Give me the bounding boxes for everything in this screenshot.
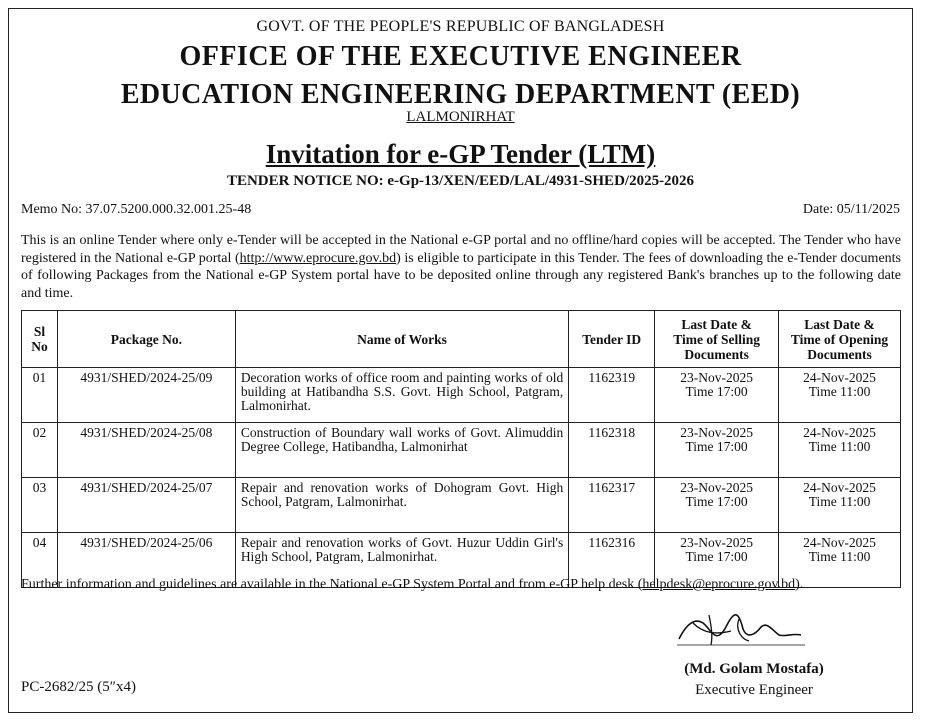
- cell-selling: 23-Nov-2025 Time 17:00: [655, 478, 779, 533]
- further-close: ).: [795, 577, 804, 592]
- table-row: [22, 423, 901, 478]
- helpdesk-email-link[interactable]: helpdesk@eprocure.gov.bd: [642, 577, 796, 592]
- cell-sl: 01: [22, 368, 58, 423]
- department-heading: EDUCATION ENGINEERING DEPARTMENT (EED): [120, 79, 801, 110]
- col-header-sl: Sl No: [22, 311, 58, 368]
- cell-sl: 02: [22, 423, 58, 478]
- cell-opening: 24-Nov-2025 Time 11:00: [779, 478, 901, 533]
- cell-package: 4931/SHED/2024-25/06: [57, 533, 235, 588]
- cell-selling: 23-Nov-2025 Time 17:00: [655, 533, 779, 588]
- col-header-selling: Last Date & Time of Selling Documents: [655, 311, 779, 368]
- cell-tender-id: 1162318: [569, 423, 655, 478]
- intro-text-2: ) is eligible to participate in this Tender. The fees of downloading the e-Tender documents of following Packages from the National e-GP System portal have to be deposited online through any registered Bank's branches up to the following date and time.: [21, 250, 902, 301]
- cell-works: Repair and renovation works of Govt. Huzur Uddin Girl's High School, Patgram, Lalmonirhat.: [235, 533, 568, 588]
- cell-package: 4931/SHED/2024-25/09: [57, 368, 235, 423]
- cell-tender-id: 1162319: [569, 368, 655, 423]
- cell-package: 4931/SHED/2024-25/07: [57, 478, 235, 533]
- cell-selling: 23-Nov-2025 Time 17:00: [655, 368, 779, 423]
- cell-works: Repair and renovation works of Dohogram Govt. High School, Patgram, Lalmonirhat.: [235, 478, 568, 533]
- tender-notice-number: TENDER NOTICE NO: e-Gp-13/XEN/EED/LAL/4931-SHED/2025-2026: [226, 173, 695, 189]
- govt-heading: GOVT. OF THE PEOPLE'S REPUBLIC OF BANGLADESH: [256, 18, 665, 35]
- col-header-works: Name of Works: [235, 311, 568, 368]
- col-header-package: Package No.: [57, 311, 235, 368]
- location-heading: [9, 109, 912, 126]
- invitation-title: [9, 139, 912, 170]
- cell-works: Decoration works of office room and painting works of old building at Hatibandha S.S. Govt. High School, Patgram, Lalmonirhat.: [235, 368, 568, 423]
- cell-opening: 24-Nov-2025 Time 11:00: [779, 423, 901, 478]
- cell-works: Construction of Boundary wall works of Govt. Alimuddin Degree College, Hatibandha, Lalmonirhat: [235, 423, 568, 478]
- cell-sl: 03: [22, 478, 58, 533]
- intro-paragraph: [21, 232, 901, 302]
- pc-code: PC-2682/25 (5″x4): [21, 679, 136, 695]
- signature-image: [669, 605, 809, 653]
- notice-date: Date: 05/11/2025: [802, 202, 900, 217]
- signer-designation: Executive Engineer: [695, 682, 813, 698]
- cell-package: 4931/SHED/2024-25/08: [57, 423, 235, 478]
- col-header-tender-id: Tender ID: [569, 311, 655, 368]
- tender-table: [21, 310, 901, 588]
- cell-sl: 04: [22, 533, 58, 588]
- table-header-row: [22, 311, 901, 368]
- further-info: [21, 577, 803, 593]
- cell-selling: 23-Nov-2025 Time 17:00: [655, 423, 779, 478]
- office-heading: OFFICE OF THE EXECUTIVE ENGINEER: [179, 41, 742, 72]
- cell-tender-id: 1162316: [569, 533, 655, 588]
- intro-text-1: This is an online Tender where only e-Tender will be accepted in the National e-GP portal and no offline/hard copies will be accepted. The Tender who have registered in the National e-GP portal (: [21, 233, 901, 266]
- eprocure-link[interactable]: http://www.eprocure.gov.bd: [239, 250, 397, 266]
- cell-opening: 24-Nov-2025 Time 11:00: [779, 368, 901, 423]
- table-row: [22, 368, 901, 423]
- location-text: LALMONIRHAT: [406, 109, 515, 125]
- tender-notice-document: [8, 8, 913, 713]
- col-header-opening: Last Date & Time of Opening Documents: [779, 311, 901, 368]
- cell-tender-id: 1162317: [569, 478, 655, 533]
- invitation-title-text: Invitation for e-GP Tender (LTM): [265, 139, 656, 169]
- further-text: Further information and guidelines are available in the National e-GP System Portal and from e-GP help desk (: [21, 577, 643, 592]
- signer-name: (Md. Golam Mostafa): [684, 661, 824, 677]
- table-row: [22, 478, 901, 533]
- memo-number: Memo No: 37.07.5200.000.32.001.25-48: [21, 202, 252, 217]
- cell-opening: 24-Nov-2025 Time 11:00: [779, 533, 901, 588]
